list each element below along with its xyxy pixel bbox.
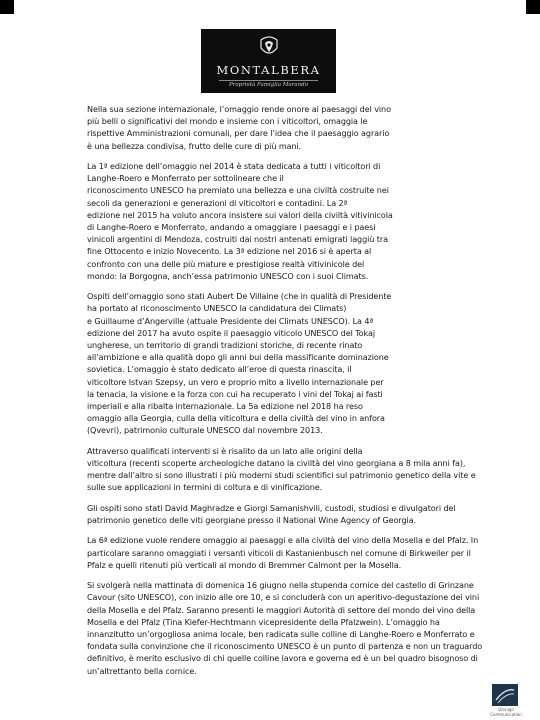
text-line: secoli da generazioni e generazioni di viticoltori e contadini. La 2ª: [87, 197, 348, 208]
crest-emblem-icon: [257, 34, 281, 60]
text-line: della Mosella e del Pfalz. Saranno presenti le maggiori Autorità di settore del mondo del vino della: [87, 604, 476, 615]
text-line: confronto con una delle più mature e prestigiose realtà vitivinicole del: [87, 258, 365, 269]
text-line: patrimonio genetico delle viti georgiane presso il National Wine Agency of Georgia.: [87, 515, 417, 526]
paragraph: [87, 160, 515, 282]
montalbera-logo: [201, 29, 336, 93]
text-line: Si svolgerà nella mattinata di domenica 16 giugno nella stupenda cornice del castello di Grinzane: [87, 580, 474, 591]
paragraph: [87, 579, 515, 677]
text-line: particolare saranno omaggiati i versanti viticoli di Kastanienbusch nel comune di Birkweiler per il: [87, 547, 471, 558]
text-line: sovietica. L’omaggio è stato dedicato all’eroe di questa rinascita, il: [87, 364, 352, 375]
text-line: Nella sua sezione internazionale, l’omaggio rende onore ai paesaggi del vino: [87, 104, 391, 114]
text-line: imperiali e alla ribalta internazionale. La 5a edizione nel 2018 ha reso: [87, 401, 363, 412]
text-line: Langhe-Roero e Monferrato per sottolineare che il: [87, 173, 284, 184]
text-line: più belli o significativi del mondo e insieme con i viticoltori, omaggia le: [87, 116, 368, 127]
text-line: riconoscimento UNESCO ha premiato una bellezza e una civiltà costruite nei: [87, 185, 389, 196]
logo-wordmark: MONTALBERA: [216, 63, 321, 77]
publisher-caption: Omnigo Communication: [490, 707, 522, 717]
text-line: vinicoli argentini di Mendoza, costruiti dai nostri antenati emigrati laggiù tra: [87, 234, 388, 245]
paragraph: [87, 502, 515, 526]
text-line: Attraverso qualificati interventi si è risalito da un lato alle origini della: [87, 445, 363, 456]
paragraph: [87, 103, 515, 152]
text-line: ha portato al riconoscimento UNESCO la candidatura dei Climats): [87, 303, 347, 314]
text-line: fine Ottocento e inizio Novecento. La 3ª edizione nel 2016 si è aperta al: [87, 246, 372, 257]
scan-corner-top-right: [526, 0, 540, 14]
text-line: edizione del 2017 ha avuto ospite il paesaggio viticolo UNESCO del Tokaj: [87, 327, 375, 338]
text-line: Cavour (sito UNESCO), con inizio alle ore 10, e si concluderà con un aperitivo-degustazione dei vini: [87, 592, 480, 603]
text-line: è una bellezza condivisa, frutto delle cure di più mani.: [87, 140, 302, 151]
text-line: un’altrettanto bella cornice.: [87, 665, 197, 676]
text-line: rispettive Amministrazioni comunali, per dare l’idea che il paesaggio agrario: [87, 128, 390, 139]
text-line: viticoltura (recenti scoperte archeologiche datano la civiltà del vino georgiana a 8 mila anni fa),: [87, 458, 466, 469]
scan-corner-top-left: [0, 0, 14, 14]
text-line: Gli ospiti sono stati David Maghradze e Giorgi Samanishvili, custodi, studiosi e divulgatori del: [87, 502, 456, 513]
text-line: mentre dall’altro si sono illustrati i più moderni studi scientifici sul patrimonio genetico della vite e: [87, 470, 476, 481]
text-line: innanzitutto un’orgogliosa anima locale, ben radicata sulle colline di Langhe-Roero e Monferrato e: [87, 629, 475, 640]
text-line: di Langhe-Roero e Monferrato, andando a omaggiare i paesaggi e i paesi: [87, 222, 376, 233]
text-line: omaggio alla Georgia, culla della viticoltura e della civiltà del vino in anfora: [87, 413, 385, 424]
text-line: sulle sue applicazioni in termini di coltura e di vinificazione.: [87, 482, 323, 493]
text-line: all’ambizione e alla qualità dopo gli anni bui della massificante dominazione: [87, 352, 389, 363]
text-line: viticoltore Istvan Szepsy, un vero e proprio mito a livello internazionale per: [87, 376, 384, 387]
text-line: edizione nel 2015 ha voluto ancora insistere sui valori della civiltà vitivinicola: [87, 209, 393, 220]
text-line: Mosella e del Pfalz (Tina Kiefer-Hechtmann vicepresidente della Pfalzwein). L’omaggio ha: [87, 616, 440, 627]
body-text: [87, 103, 515, 685]
logo-tagline: Proprietà Famiglia Morando: [228, 82, 309, 88]
paragraph: [87, 290, 515, 436]
paragraph: [87, 445, 515, 494]
text-line: Ospiti dell’omaggio sono stati Aubert De Villaine (che in qualità di Presidente: [87, 291, 392, 302]
text-line: e Guillaume d’Angerville (attuale Presidente dei Climats UNESCO). La 4ª: [87, 315, 374, 326]
text-line: La 6ª edizione vuole rendere omaggio ai paesaggi e alla civiltà del vino della Mosella e del Pfalz. In: [87, 535, 479, 546]
text-line: Pfalz e quelli ritenuti più verticali al mondo di Bremmer Calmont per la Mosella.: [87, 559, 402, 570]
text-line: la tenacia, la visione e la forza con cui ha recuperato i vini del Tokaj ai fasti: [87, 388, 383, 399]
text-line: (Qvevri), patrimonio culturale UNESCO dal novembre 2013.: [87, 425, 323, 436]
text-line: fondata sulla convinzione che il riconoscimento UNESCO è un punto di partenza e non un traguardo: [87, 641, 483, 652]
publisher-mark-icon: [492, 684, 518, 706]
text-line: mondo: la Borgogna, anch’essa patrimonio UNESCO con i suoi Climats.: [87, 270, 369, 281]
text-line: definitivo, è merito esclusivo di chi quelle colline lavora e governa ed è un bel quadro bisognoso di: [87, 653, 478, 664]
text-line: La 1ª edizione dell’omaggio nel 2014 è stata dedicata a tutti i viticoltori di: [87, 161, 381, 171]
paragraph: [87, 534, 515, 571]
publisher-logo: [492, 684, 518, 706]
text-line: ungherese, un territorio di grandi tradizioni storiche, di recente rinato: [87, 340, 363, 351]
logo-divider: [219, 80, 318, 81]
